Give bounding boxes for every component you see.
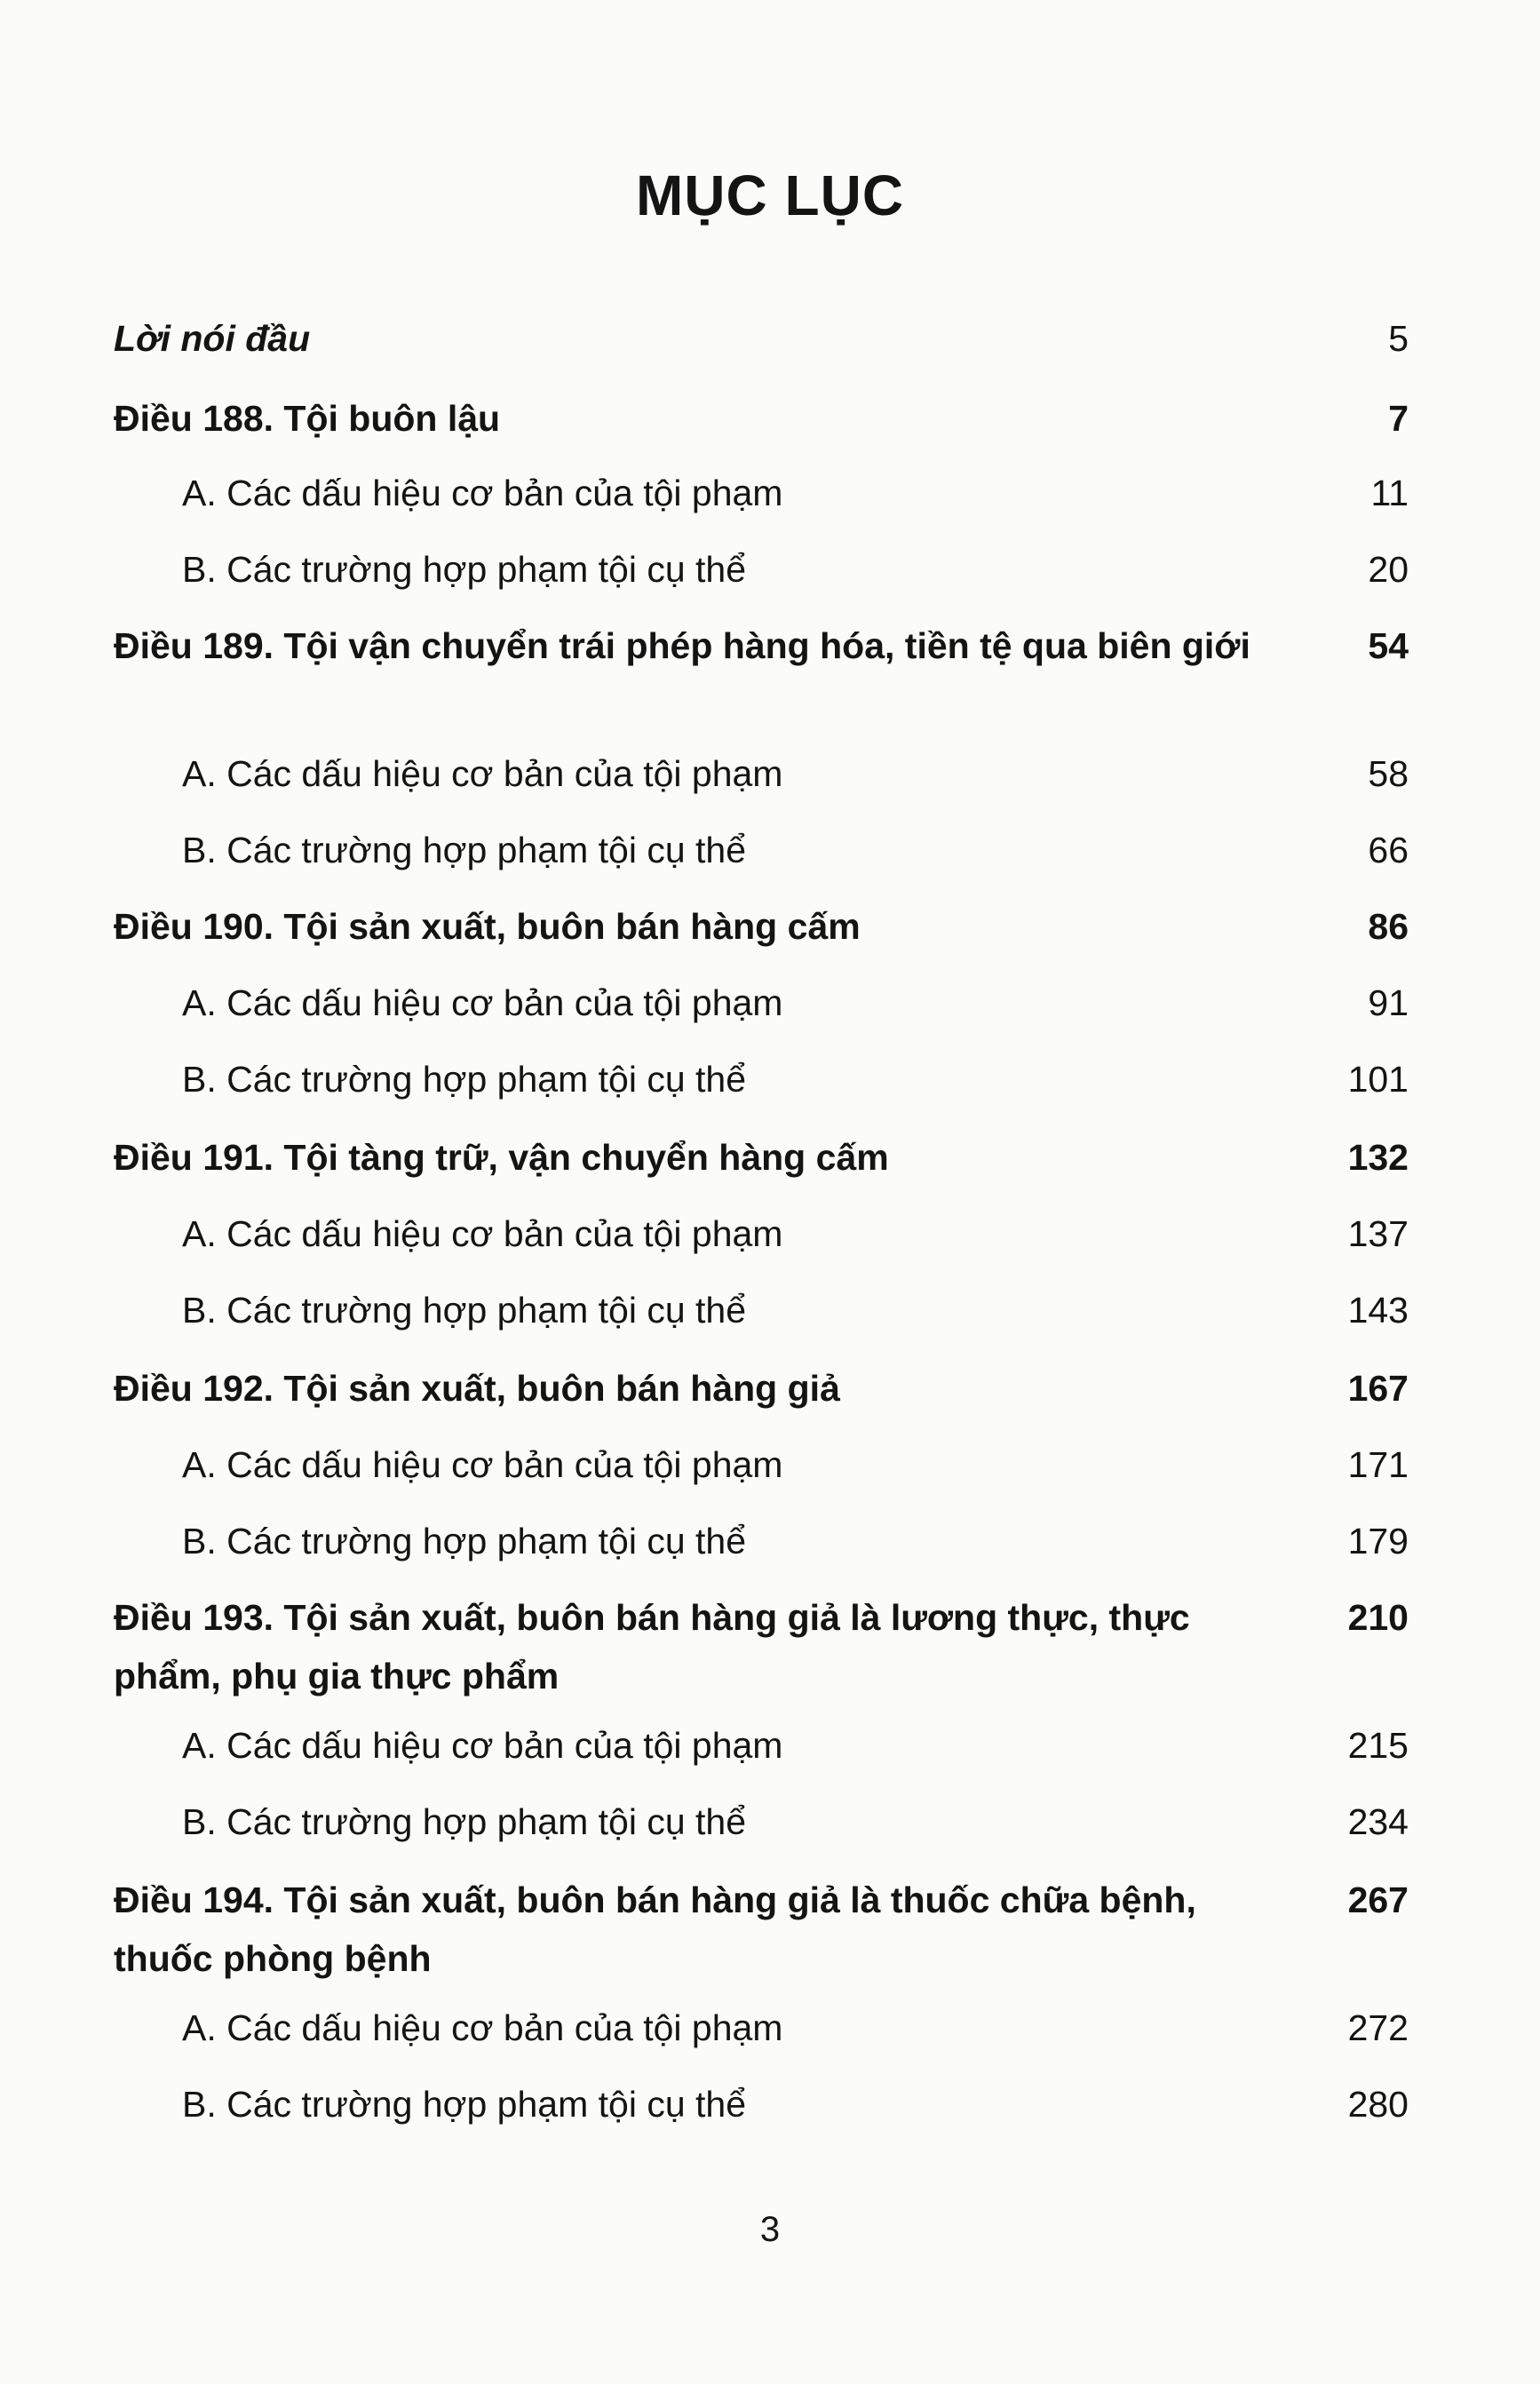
toc-entry-title: A. Các dấu hiệu cơ bản của tội phạm: [182, 1725, 783, 1766]
toc-entry-title: B. Các trường hợp phạm tội cụ thể: [182, 1801, 747, 1842]
toc-entry-title: Điều 192. Tội sản xuất, buôn bán hàng giả: [114, 1368, 840, 1409]
toc-entry-title: A. Các dấu hiệu cơ bản của tội phạm: [182, 753, 783, 794]
toc-entry-page: 280: [1347, 2084, 1409, 2125]
toc-entry-page: 272: [1347, 2007, 1409, 2048]
toc-entry-title: A. Các dấu hiệu cơ bản của tội phạm: [182, 1213, 783, 1254]
toc-entry-title: B. Các trường hợp phạm tội cụ thể: [182, 549, 747, 590]
toc-entry-title: B. Các trường hợp phạm tội cụ thể: [182, 1290, 747, 1331]
toc-entry-title: Lời nói đầu: [114, 318, 311, 359]
toc-entry-page: 11: [1370, 473, 1409, 513]
toc-entry-page: 143: [1347, 1290, 1409, 1331]
toc-entry-page: 210: [1347, 1597, 1409, 1638]
toc-entry-page: 137: [1347, 1213, 1409, 1254]
toc-entry-title: Điều 188. Tội buôn lậu: [114, 398, 501, 439]
toc-entry-page: 58: [1368, 753, 1409, 794]
toc-entry-title: A. Các dấu hiệu cơ bản của tội phạm: [182, 982, 783, 1023]
toc-entry-page: 5: [1388, 318, 1409, 359]
toc-entry-page: 66: [1368, 830, 1409, 870]
toc-entry-page: 101: [1347, 1059, 1409, 1100]
toc-entry-title: Điều 193. Tội sản xuất, buôn bán hàng giả là lương thực, thực phẩm, phụ gia thực phẩm: [114, 1597, 1190, 1697]
toc-entry-page: 215: [1347, 1725, 1409, 1766]
page-title: MỤC LỤC: [635, 163, 905, 227]
toc-entry-title: B. Các trường hợp phạm tội cụ thể: [182, 1521, 747, 1562]
toc-entry-title: Điều 189. Tội vận chuyển trái phép hàng hóa, tiền tệ qua biên giới: [114, 625, 1250, 666]
toc-entry-page: 171: [1347, 1444, 1409, 1485]
toc-entry-title: Điều 191. Tội tàng trữ, vận chuyển hàng cấm: [114, 1137, 889, 1178]
toc-entry-title: Điều 190. Tội sản xuất, buôn bán hàng cấm: [114, 906, 861, 947]
toc-entry-page: 54: [1368, 625, 1409, 666]
toc-entry-page: 86: [1368, 906, 1409, 947]
toc-entry-title: B. Các trường hợp phạm tội cụ thể: [182, 830, 747, 870]
toc-entry-title: Điều 194. Tội sản xuất, buôn bán hàng giả là thuốc chữa bệnh, thuốc phòng bệnh: [114, 1879, 1196, 1979]
page-number: 3: [759, 2210, 781, 2249]
toc-entry-title: A. Các dấu hiệu cơ bản của tội phạm: [182, 2007, 783, 2048]
toc-entry-page: 179: [1347, 1521, 1409, 1562]
toc-entry-page: 167: [1347, 1368, 1409, 1409]
toc-entry-title: A. Các dấu hiệu cơ bản của tội phạm: [182, 1444, 783, 1485]
toc-entry-title: A. Các dấu hiệu cơ bản của tội phạm: [182, 473, 783, 513]
toc-entry-title: B. Các trường hợp phạm tội cụ thể: [182, 1059, 747, 1100]
toc-entry-page: 91: [1368, 982, 1409, 1023]
toc-entry-page: 20: [1368, 549, 1409, 590]
toc-entry-page: 132: [1347, 1137, 1409, 1178]
toc-entry-title: B. Các trường hợp phạm tội cụ thể: [182, 2084, 747, 2125]
toc-entry-page: 7: [1388, 398, 1409, 439]
toc-entry-page: 234: [1347, 1801, 1409, 1842]
toc-entry-page: 267: [1347, 1879, 1409, 1920]
